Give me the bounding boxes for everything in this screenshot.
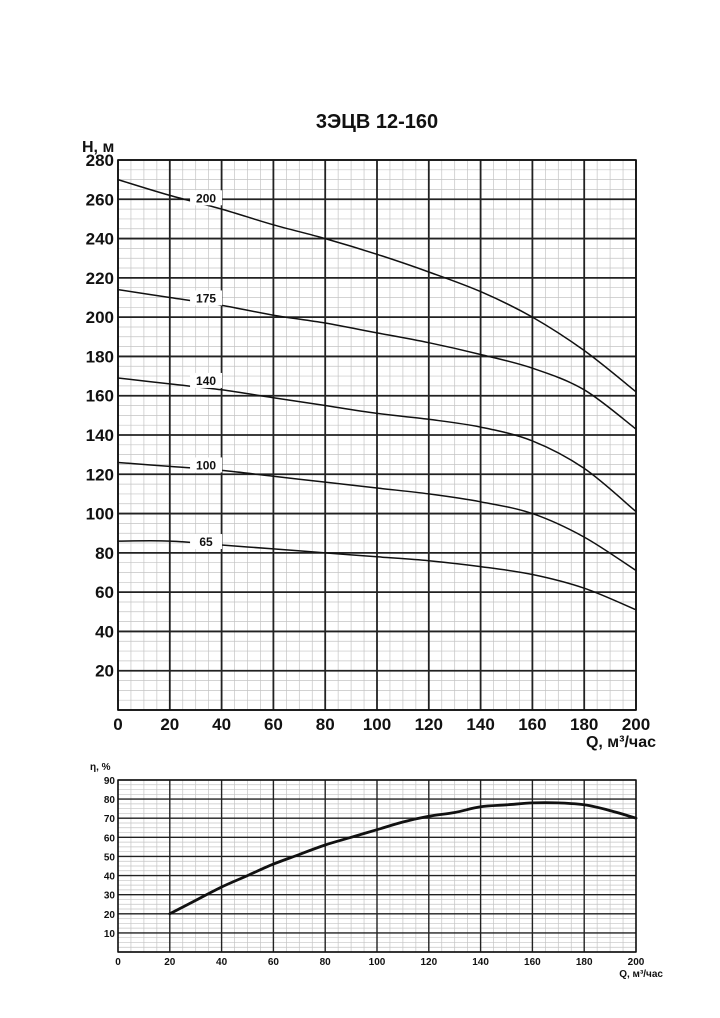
y-tick-label: 280 — [85, 151, 114, 170]
x-tick-label: 160 — [518, 715, 547, 734]
y-tick-label: 70 — [103, 814, 115, 826]
y-tick-label: 50 — [103, 852, 115, 864]
y-tick-label: 10 — [103, 928, 115, 940]
y-tick-label: 200 — [85, 308, 114, 328]
x-tick-label: 180 — [570, 715, 599, 734]
y-tick-label: 30 — [103, 890, 115, 902]
x-tick-label: 20 — [160, 715, 180, 734]
x-tick-label: 80 — [315, 715, 335, 734]
y-tick-label: 90 — [103, 776, 115, 787]
y-tick-label: 40 — [103, 871, 115, 883]
x-axis-label: Q, м³/час — [619, 969, 663, 980]
x-tick-label: 80 — [319, 957, 331, 968]
y-tick-label: 160 — [85, 386, 114, 406]
y-tick-label: 20 — [95, 661, 114, 681]
chart-title: 3ЭЦВ 12-160 — [315, 111, 439, 133]
y-tick-label: 40 — [95, 622, 114, 642]
y-tick-label: 80 — [95, 543, 114, 563]
x-tick-label: 160 — [524, 957, 541, 968]
x-tick-label: 140 — [472, 957, 489, 968]
x-tick-label: 60 — [267, 957, 279, 968]
x-tick-label: 180 — [575, 957, 593, 968]
y-tick-label: 140 — [85, 426, 114, 445]
x-tick-label: 0 — [115, 957, 121, 968]
y-tick-label: 260 — [85, 190, 114, 210]
y-tick-label: 80 — [103, 795, 115, 807]
head-chart — [82, 139, 656, 751]
x-tick-label: 120 — [420, 957, 438, 968]
x-tick-label: 200 — [621, 715, 651, 734]
y-tick-label: 100 — [85, 504, 114, 524]
x-tick-label: 60 — [263, 715, 283, 734]
y-tick-label: 60 — [95, 583, 114, 603]
series-label-140: 140 — [196, 373, 217, 388]
x-tick-label: 0 — [113, 715, 123, 734]
y-tick-label: 120 — [85, 465, 114, 485]
efficiency-chart — [90, 762, 663, 980]
series-label-65: 65 — [199, 535, 213, 550]
y-axis-label: η, % — [90, 762, 111, 773]
x-tick-label: 100 — [362, 715, 392, 734]
x-tick-label: 100 — [368, 957, 386, 968]
y-tick-label: 20 — [103, 909, 115, 921]
y-tick-label: 60 — [103, 833, 115, 845]
y-tick-label: 220 — [85, 268, 114, 288]
x-tick-label: 120 — [414, 715, 443, 734]
x-tick-label: 20 — [164, 957, 176, 968]
y-axis-label: Н, м — [82, 139, 115, 156]
x-tick-label: 140 — [466, 715, 495, 734]
x-axis-label: Q, м³/час — [585, 734, 656, 751]
x-tick-label: 40 — [212, 715, 232, 734]
series-label-175: 175 — [196, 291, 217, 306]
x-tick-label: 200 — [627, 957, 645, 968]
series-label-200: 200 — [196, 191, 217, 206]
y-tick-label: 180 — [85, 347, 114, 367]
x-tick-label: 40 — [216, 957, 228, 968]
series-label-100: 100 — [196, 458, 217, 473]
y-tick-label: 240 — [85, 229, 114, 249]
